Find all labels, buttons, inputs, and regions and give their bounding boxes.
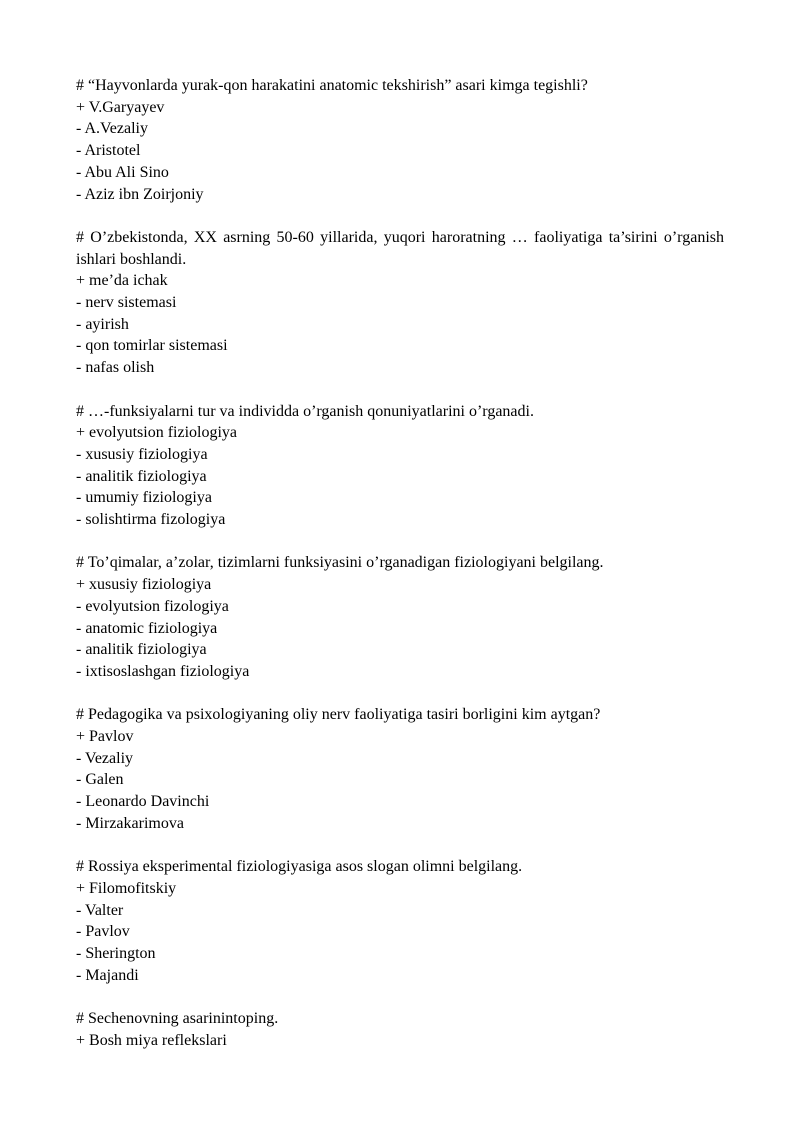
answer-option: - Aristotel	[76, 142, 141, 160]
question-block-2	[76, 227, 728, 379]
question-text: # Rossiya eksperimental fiziologiyasiga asos slogan olimni belgilang.	[76, 858, 523, 876]
answer-option-correct: + evolyutsion fiziologiya	[76, 424, 237, 442]
answer-option: - ayirish	[76, 315, 129, 333]
question-text: # O’zbekistonda, XX asrning 50-60 yillarida, yuqori haroratning … faoliyatiga ta’sirini o’rganish ishlari boshlandi.	[76, 228, 728, 268]
answer-option: - nafas olish	[76, 359, 155, 377]
question-text: # …-funksiyalarni tur va individda o’rganish qonuniyatlarini o’rganadi.	[76, 402, 534, 420]
answer-option: - Mirzakarimova	[76, 814, 184, 832]
answer-option: - analitik fiziologiya	[76, 641, 207, 659]
question-block-7	[76, 1008, 724, 1051]
answer-option-correct: + V.Garyayev	[76, 98, 165, 116]
answer-option-correct: + me’da ichak	[76, 272, 168, 290]
answer-option: - anatomic fiziologiya	[76, 619, 218, 637]
answer-option-correct: + Filomofitskiy	[76, 879, 177, 897]
answer-option: - Aziz ibn Zoirjoniy	[76, 185, 204, 203]
answer-option: - Sherington	[76, 945, 156, 963]
question-block-1	[76, 75, 724, 205]
answer-option: - Vezaliy	[76, 749, 134, 767]
question-block-5	[76, 704, 724, 834]
answer-option: - Valter	[76, 901, 124, 919]
question-block-4	[76, 552, 724, 682]
answer-option: - nerv sistemasi	[76, 294, 177, 312]
answer-option: - Abu Ali Sino	[76, 163, 169, 181]
answer-option: - Galen	[76, 771, 124, 789]
answer-option: - ixtisoslashgan fiziologiya	[76, 662, 250, 680]
answer-option: - evolyutsion fizologiya	[76, 597, 229, 615]
answer-option: - qon tomirlar sistemasi	[76, 337, 228, 355]
answer-option-correct: + xususiy fiziologiya	[76, 576, 212, 594]
question-text: # Sechenovning asarinintoping.	[76, 1010, 279, 1028]
answer-option: - Majandi	[76, 966, 139, 984]
answer-option: - umumiy fiziologiya	[76, 489, 212, 507]
answer-option-correct: + Bosh miya reflekslari	[76, 1031, 227, 1049]
answer-option-correct: + Pavlov	[76, 728, 134, 746]
question-block-6	[76, 856, 724, 986]
question-text: # “Hayvonlarda yurak-qon harakatini anatomic tekshirish” asari kimga tegishli?	[76, 77, 588, 94]
question-block-3	[76, 401, 724, 531]
question-text: # Pedagogika va psixologiyaning oliy nerv faoliyatiga tasiri borligini kim aytgan?	[76, 706, 601, 724]
document-page	[76, 75, 728, 1073]
answer-option: - analitik fiziologiya	[76, 467, 207, 485]
answer-option: - Leonardo Davinchi	[76, 793, 210, 811]
answer-option: - Pavlov	[76, 923, 130, 941]
answer-option: - solishtirma fizologiya	[76, 511, 226, 529]
question-text: # To’qimalar, a’zolar, tizimlarni funksiyasini o’rganadigan fiziologiyani belgilang.	[76, 554, 604, 572]
answer-option: - A.Vezaliy	[76, 120, 148, 138]
answer-option: - xususiy fiziologiya	[76, 445, 208, 463]
